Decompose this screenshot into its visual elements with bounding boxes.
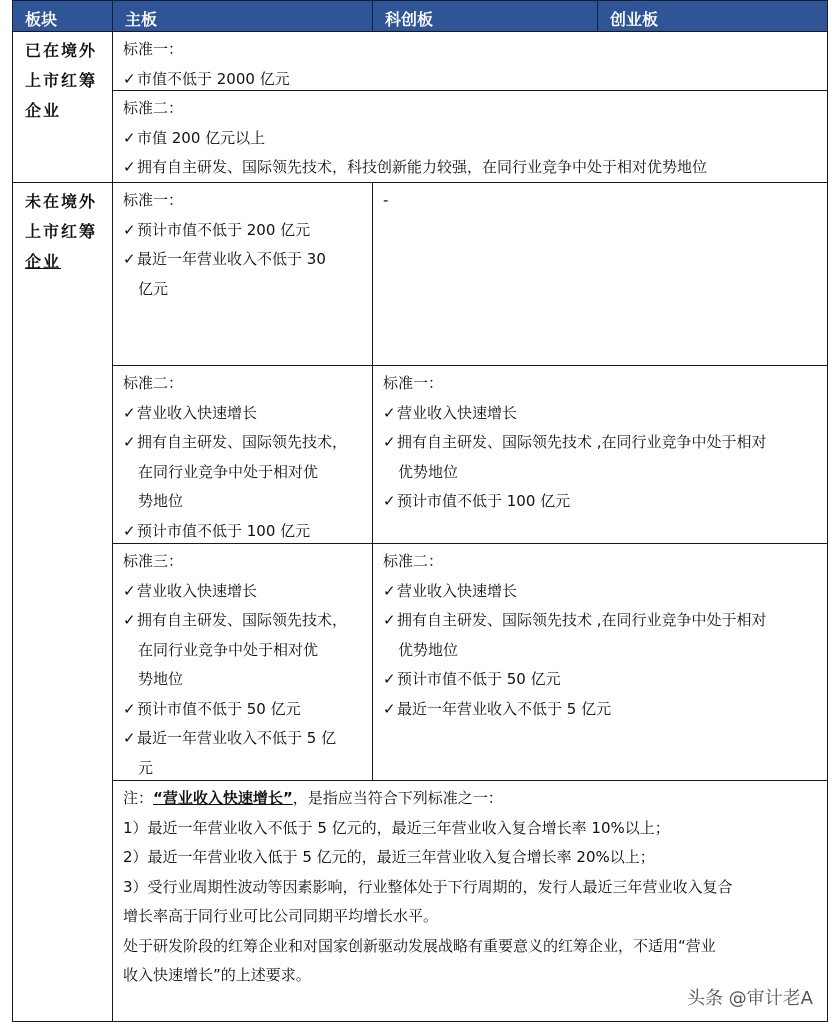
criteria-continuation: 在同行业竞争中处于相对优 [138,640,319,659]
section1-standard2 [112,90,828,183]
check-icon: ✓ [123,581,136,600]
standard-title: 标准一： [383,374,444,392]
criteria-item [123,606,364,636]
criteria-item [383,487,819,517]
criteria-item [123,517,364,547]
note-line: 3）受行业周期性波动等因素影响，行业整体处于下行周期的，发行人最近三年营业收入复合 [123,877,733,896]
header-board-label: 板块 [25,10,58,29]
check-icon: ✓ [123,433,136,451]
standard-title: 标准二： [383,552,444,570]
standard-title: 标准二： [123,99,184,117]
check-icon: ✓ [123,69,136,88]
criteria-text: 市值 200 亿元以上 [137,128,266,147]
check-icon: ✓ [383,403,396,422]
criteria-continuation: 亿元 [138,279,169,298]
criteria-text: 预计市值不低于 200 亿元 [137,220,311,239]
criteria-text: 拥有自主研发、国际领先技术 ,在同行业竞争中处于相对 [397,433,767,451]
section2-star-chinext-standard1 [372,365,828,544]
section1-standard1 [112,31,828,91]
criteria-text: 最近一年营业收入不低于 30 [137,250,326,268]
criteria-item [123,153,819,183]
criteria-text: 最近一年营业收入不低于 5 亿 [137,729,337,747]
note-line: 2）最近一年营业收入低于 5 亿元的，最近三年营业收入复合增长率 20%以上； [123,848,655,866]
criteria-item [383,695,819,725]
check-icon: ✓ [123,521,136,540]
section2-star-chinext-standard2 [372,543,828,781]
check-icon: ✓ [123,729,136,747]
criteria-text: 营业收入快速增长 [397,403,518,422]
note-title: “营业收入快速增长” [153,789,293,807]
header-chinext-label: 创业板 [610,10,659,29]
standard-title: 标准一： [123,191,184,209]
criteria-text: 拥有自主研发、国际领先技术 ,在同行业竞争中处于相对 [397,611,767,629]
criteria-item [123,695,364,725]
criteria-continuation: 势地位 [138,670,184,688]
check-icon: ✓ [123,611,136,629]
header-board [12,0,113,32]
section2-main-standard3 [112,543,373,781]
check-icon: ✓ [383,433,396,451]
standard-title: 标准三： [123,552,184,570]
check-icon: ✓ [383,670,396,688]
section2-main-standard2 [112,365,373,544]
check-icon: ✓ [123,250,136,268]
note-line: 收入快速增长”的上述要求。 [123,966,311,984]
criteria-continuation: 在同行业竞争中处于相对优 [138,462,319,481]
criteria-item [123,216,364,246]
note-line: 增长率高于同行业可比公司同期平均增长水平。 [123,907,439,925]
check-icon: ✓ [383,581,396,600]
criteria-item [383,577,819,607]
criteria-text: 最近一年营业收入不低于 5 亿元 [397,699,612,718]
criteria-item [123,428,364,458]
criteria-item [123,399,364,429]
header-star-market-label: 科创板 [385,10,434,29]
header-chinext [597,0,828,32]
check-icon: ✓ [123,699,136,718]
criteria-item [383,606,819,636]
check-icon: ✓ [383,699,396,718]
label-line: 上市红筹 [25,71,98,90]
criteria-text: 预计市值不低于 50 亿元 [397,670,561,688]
check-icon: ✓ [123,403,136,422]
standard-title: 标准二： [123,374,184,392]
criteria-text: 预计市值不低于 50 亿元 [137,699,301,718]
criteria-text: 营业收入快速增长 [137,581,258,600]
criteria-text: 营业收入快速增长 [137,403,258,422]
revenue-growth-note [112,780,828,1022]
check-icon: ✓ [123,220,136,239]
section2-main-standard1 [112,182,373,366]
check-icon: ✓ [123,128,136,147]
criteria-text: 营业收入快速增长 [397,581,518,600]
standard-title: 标准一： [123,40,184,58]
section2-star-chinext-standard-none [372,182,828,366]
criteria-text: 拥有自主研发、国际领先技术， [137,433,348,451]
criteria-text: 拥有自主研发、国际领先技术， [137,611,348,629]
note-line: 处于研发阶段的红筹企业和对国家创新驱动发展战略有重要意义的红筹企业，不适用“营业 [123,936,716,955]
watermark: 头条 @审计老A [686,987,813,1009]
criteria-continuation: 元 [138,758,154,777]
label-line: 企业 [25,101,62,120]
header-main-board [112,0,373,32]
check-icon: ✓ [383,492,396,510]
criteria-continuation: 优势地位 [398,462,459,481]
row-label-listed-overseas [12,31,113,183]
label-line: 企业 [25,252,62,271]
note-prefix: 注： [123,789,154,807]
check-icon: ✓ [123,158,136,176]
label-line: 未在境外 [25,192,98,211]
criteria-item [123,245,364,275]
row-label-not-listed-overseas [12,182,113,1022]
criteria-item [123,124,819,154]
criteria-continuation: 优势地位 [398,640,459,659]
criteria-text: 预计市值不低于 100 亿元 [397,492,571,510]
criteria-item [383,428,819,458]
note-heading [123,784,819,814]
criteria-item [383,665,819,695]
criteria-text: 预计市值不低于 100 亿元 [137,521,311,540]
label-line: 上市红筹 [25,222,98,241]
header-star-market [372,0,598,32]
criteria-item [123,724,364,754]
criteria-continuation: 势地位 [138,492,184,510]
label-line: 已在境外 [25,41,98,60]
criteria-text: 拥有自主研发、国际领先技术，科技创新能力较强，在同行业竞争中处于相对优势地位 [137,158,708,176]
listing-standards-table [12,0,828,1022]
criteria-item [123,577,364,607]
header-main-board-label: 主板 [125,10,158,29]
note-line: 1）最近一年营业收入不低于 5 亿元的，最近三年营业收入复合增长率 10%以上； [123,818,670,837]
criteria-item [383,399,819,429]
note-suffix: ，是指应当符合下列标准之一： [292,789,503,807]
check-icon: ✓ [383,611,396,629]
empty-dash: - [383,191,389,209]
criteria-text: 市值不低于 2000 亿元 [137,69,290,88]
